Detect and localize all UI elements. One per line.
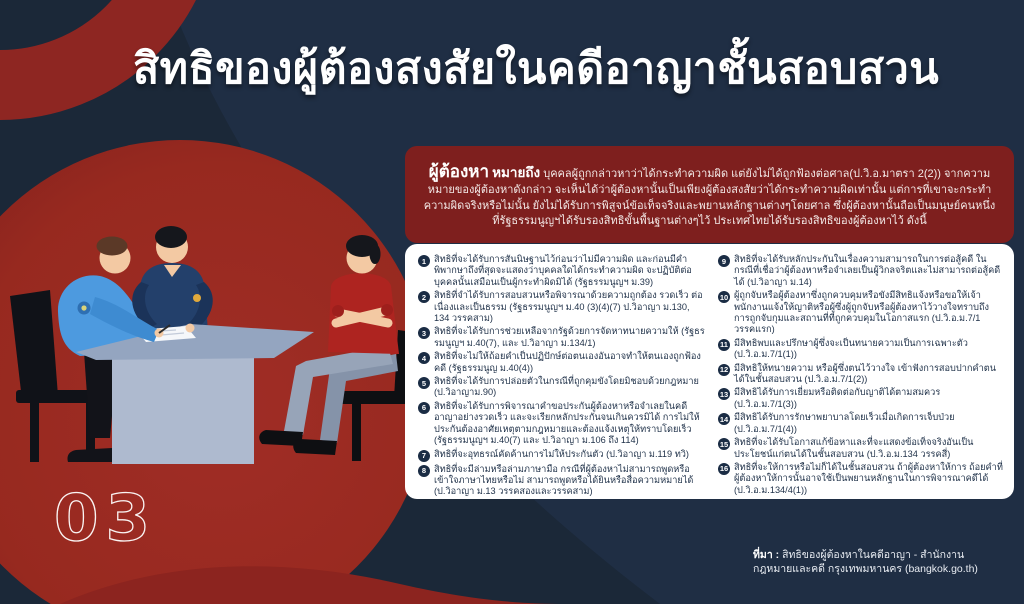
item-number-badge: 14	[719, 414, 729, 424]
right-item-text: มีสิทธิได้รับการเยี่ยมหรือติดต่อกับญาติได้ตามสมควร (ป.วิ.อ.ม.7/1(3))	[734, 387, 941, 409]
item-number-badge: 9	[718, 255, 730, 267]
right-item-text: สิทธิที่จะได้รับการปล่อยตัวในกรณีที่ถูกคุมขังโดยมิชอบด้วยกฎหมาย (ป.วิอาญาม.90)	[434, 376, 699, 398]
rights-list-item	[418, 254, 706, 288]
suspect-shoe-2	[293, 439, 337, 455]
right-item-text: มีสิทธิได้รับการรักษาพยาบาลโดยเร็วเมื่อเกิดการเจ็บป่วย (ป.วิ.อ.ม.7/1(4))	[734, 412, 955, 434]
item-number-badge: 6	[418, 402, 430, 414]
item-number-badge: 15	[719, 439, 729, 449]
right-item-text: สิทธิที่จะให้การหรือไม่ก็ได้ในชั้นสอบสวน ถ้าผู้ต้องหาให้การ ถ้อยคำที่ผู้ต้องหาให้การนั้นอาจใช้เป็นพยานหลักฐานในการพิจารณาคดีได้ (ป.วิ.อ.ม.134/4(1))	[734, 461, 1003, 495]
item-number-badge: 12	[719, 365, 729, 375]
page-number: 03	[54, 482, 158, 556]
rights-list-item	[418, 290, 706, 324]
item-number-badge: 13	[719, 389, 729, 399]
item-number-badge: 1	[418, 255, 430, 267]
item-number-badge: 2	[418, 291, 430, 303]
right-item-text: สิทธิที่จะได้รับการพิจารณาคำขอประกันผู้ต้องหาหรือจำเลยในคดีอาญาอย่างรวดเร็ว และจะเรียกหลักประกันจนเกินควรมิได้ การไม่ให้ประกันต้องอาศัยเหตุตามกฎหมายและต้องแจ้งเหตุให้ทราบโดยเร็ว (รัฐธรรมนูญฯ ม.40(7) และ ป.วิอาญา ม.106 ถึง 114)	[434, 400, 700, 446]
right-item-text: สิทธิที่จะได้รับหลักประกันในเรื่องความสามารถในการต่อสู้คดี ในกรณีที่เชื่อว่าผู้ต้องหาหรือจำเลยเป็นผู้วิกลจริตและไม่สามารถต่อสู้คดี ได้ (ป.วิอาญา ม.14)	[734, 254, 1001, 287]
rights-list-item	[418, 326, 706, 349]
source-label: ที่มา :	[753, 549, 780, 561]
rights-list-item	[418, 464, 706, 498]
definition-meaning-label: หมายถึง	[492, 164, 541, 180]
item-number-badge: 11	[718, 339, 730, 351]
definition-text	[423, 160, 996, 230]
right-item-text: สิทธิที่จำได้รับการสอบสวนหรือพิจารณาด้วยความถูกต้อง รวดเร็ว ต่อเนื่องและเป็นธรรม (รัฐธรรมนูญฯ ม.40 (3)(4)(7) ป.วิอาญา ม.130, 134 วรรคสาม)	[434, 290, 703, 324]
right-item-text: สิทธิที่จะได้รับโอกาสแก้ข้อหาและที่จะแสดงข้อเท็จจริงอันเป็นประโยชน์แก่ตนได้ในชั้นสอบสวน (ป.วิ.อ.ม.134 วรรคสี่)	[734, 437, 974, 459]
rights-list-item	[418, 449, 706, 462]
item-number-badge: 4	[418, 352, 430, 364]
rights-list-left	[418, 254, 706, 497]
police-badge	[193, 294, 201, 302]
item-number-badge: 16	[719, 464, 729, 474]
rights-list-item	[718, 363, 1004, 386]
rights-list-item	[718, 462, 1004, 496]
right-item-text: สิทธิที่จะไม่ให้ถ้อยคำเป็นปฏิปักษ์ต่อตนเองอันอาจทำให้ตนเองถูกฟ้องคดี (รัฐธรรมนูญ ม.40(4))	[434, 351, 701, 373]
item-number-badge: 5	[418, 377, 430, 389]
police-officer-1-hair	[97, 237, 128, 256]
source-credit	[753, 548, 991, 577]
item-number-badge: 3	[418, 327, 430, 339]
right-item-text: สิทธิที่จะอุทธรณ์คัดค้านการไม่ให้ประกันตัว (ป.วิอาญา ม.119 ทวิ)	[434, 448, 689, 459]
rights-list-item	[718, 412, 1004, 435]
right-item-text: สิทธิที่จะได้รับการสันนิษฐานไว้ก่อนว่าไม่มีความผิด และก่อนมีคำพิพากษาถึงที่สุดจะแสดงว่าบุคคลใดได้กระทำความผิด จะปฏิบัติต่อบุคคลนั้นเสมือนเป็นผู้กระทำผิดมิได้ (รัฐธรรมนูญฯ ม.39)	[434, 254, 692, 287]
rights-list-item	[418, 401, 706, 447]
source-text: สิทธิของผู้ต้องหาในคดีอาญา - สำนักงานกฎหมายและคดี กรุงเทพมหานคร (bangkok.go.th)	[753, 549, 978, 576]
rights-list-right	[718, 254, 1004, 495]
item-number-badge: 8	[418, 465, 430, 477]
definition-box	[405, 146, 1014, 243]
right-item-text: สิทธิที่จะมีล่ามหรือล่ามภาษามือ กรณีที่ผู้ต้องหาไม่สามารถพูดหรือเข้าใจภาษาไทยหรือไม่ สามารถพูดหรือได้ยินหรือสื่อความหมายได้ (ป.วิอาญา ม.13 วรรคสองและวรรคสาม)	[434, 463, 694, 497]
definition-body: บุคคลผู้ถูกกล่าวหาว่าได้กระทำความผิด แต่ยังไม่ได้ถูกฟ้องต่อศาล(ป.วิ.อ.มาตรา 2(2)) จากความหมายของผู้ต้องหาดังกล่าว จะเห็นได้ว่าผู้ต้องหานั้นเป็นเพียงผู้ต้องสงสัยว่าได้กระทำความผิดเท่านั้น แต่การที่เขาจะกระทำความผิดจริงหรือไม่นั้น ยังไม่ได้รับการพิสูจน์ข้อเท็จจริงและพยานหลักฐานต่างๆโดยศาล ซึ่งผู้ต้องหานั้นถือเป็นมนุษย์คนหนึ่ง ที่รัฐธรรมนูญฯได้รับรองสิทธิขั้นพื้นฐานต่างๆไว้ ประเทศไทยได้รับรองสิทธิของผู้ต้องหาไว้ ดังนี้	[423, 167, 996, 228]
police-officer-2-hair	[155, 226, 187, 248]
rights-list-item	[718, 254, 1004, 288]
item-number-badge: 7	[418, 450, 430, 462]
rights-list-item	[718, 290, 1004, 336]
right-item-text: ผู้ถูกจับหรือผู้ต้องหาซึ่งถูกควบคุมหรือขังมีสิทธิแจ้งหรือขอให้เจ้าพนักงานแจ้งให้ญาติหรือผู้ซึ่งผู้ถูกจับหรือผู้ต้องหาไว้วางใจทราบถึงการถูกจับกุมและสถานที่ที่ถูกควบคุมในโอกาสแรก (ป.วิ.อ.ม.7/1 วรรคแรก)	[734, 290, 990, 335]
rights-list-item	[718, 338, 1004, 361]
right-item-text: มีสิทธิพบและปรึกษาผู้ซึ่งจะเป็นทนายความเป็นการเฉพาะตัว (ป.วิ.อ.ม.7/1(1))	[734, 337, 968, 360]
rights-panel	[405, 244, 1014, 499]
definition-term: ผู้ต้องหา	[428, 161, 490, 181]
rights-list-item	[718, 437, 1004, 460]
item-number-badge: 10	[719, 292, 729, 302]
right-item-text: มีสิทธิให้ทนายความ หรือผู้ซึ่งตนไว้วางใจ เข้าฟังการสอบปากคำตนได้ในชั้นสอบสวน (ป.วิ.อ.ม.7/1(2))	[734, 362, 996, 385]
rights-list-item	[718, 387, 1004, 410]
page-title: สิทธิของผู้ต้องสงสัยในคดีอาญาชั้นสอบสวน	[132, 45, 940, 93]
rights-list-item	[418, 376, 706, 399]
rights-list-item	[418, 351, 706, 374]
right-item-text: สิทธิที่จะได้รับการช่วยเหลือจากรัฐด้วยการจัดหาทนายความให้ (รัฐธรรมนูญฯ ม.40(7), และ ป.วิอาญา ม.134/1)	[434, 326, 705, 348]
